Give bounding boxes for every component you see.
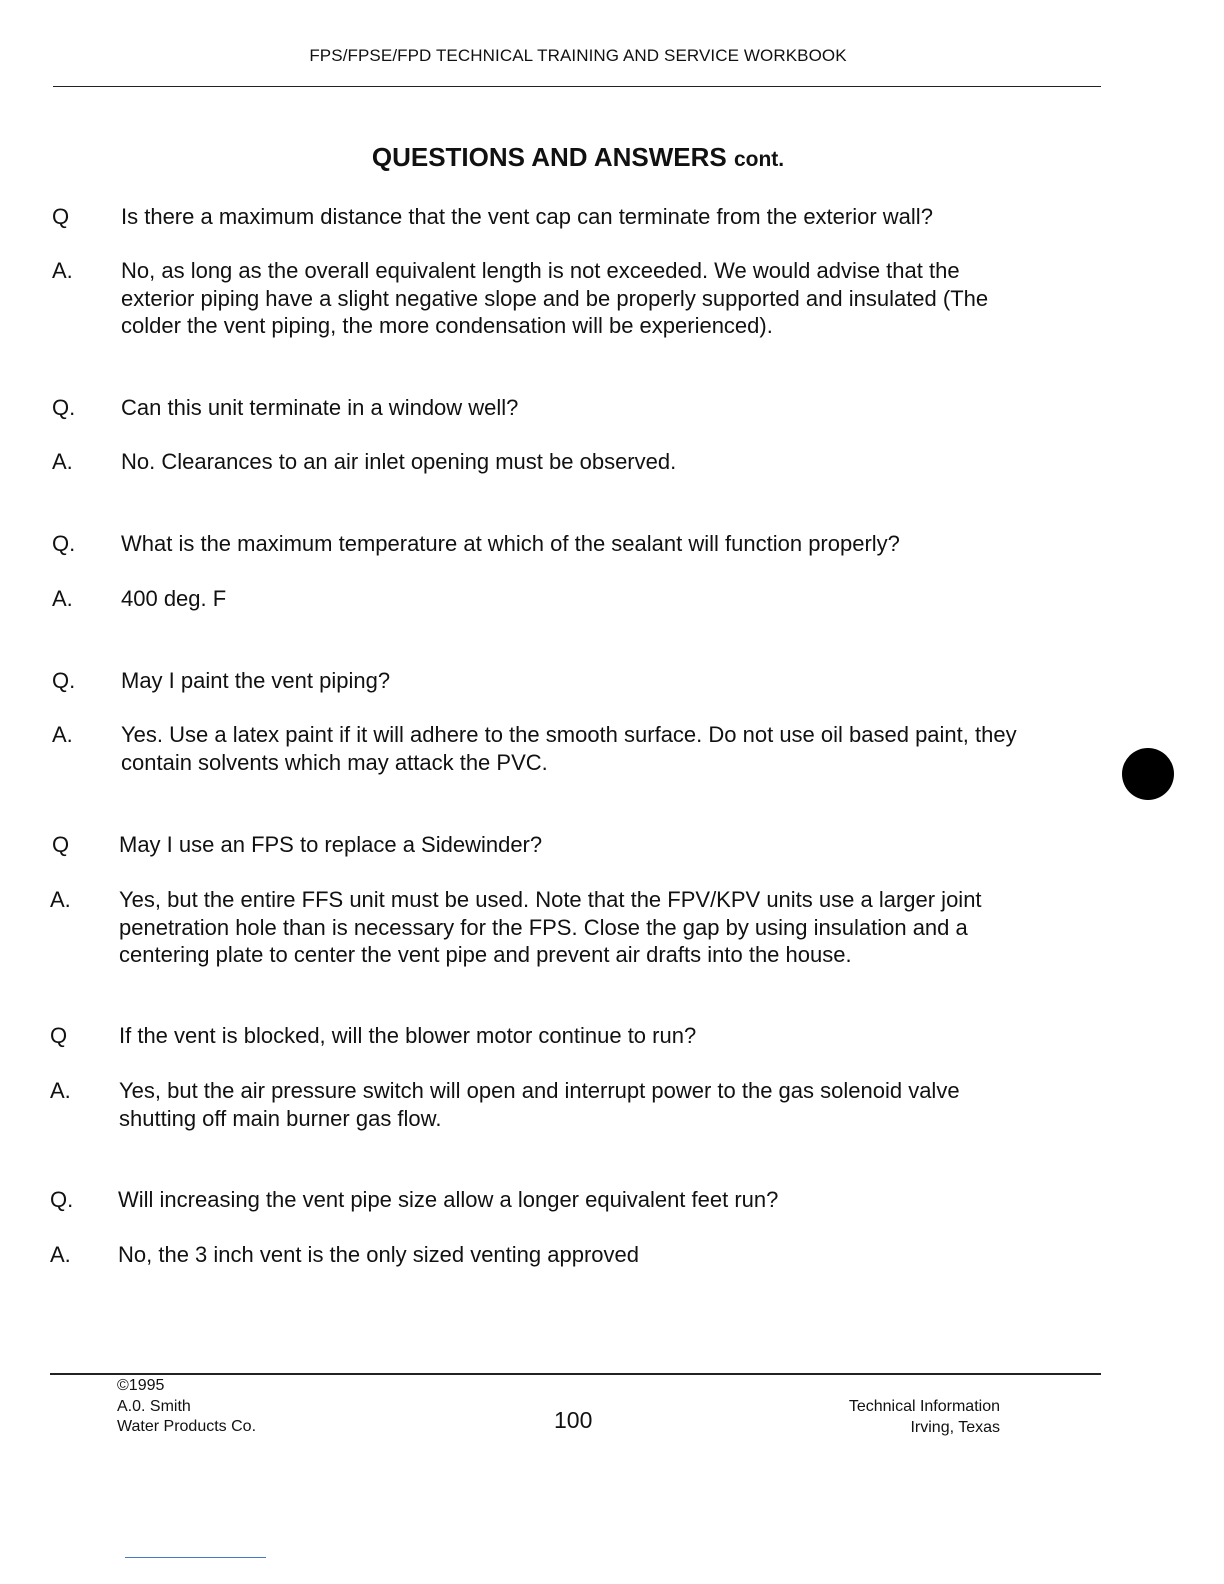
answer-line: shutting off main burner gas flow.	[119, 1105, 442, 1131]
answer-marker: A.	[52, 258, 73, 283]
answer-line: Yes, but the air pressure switch will open and interrupt power to the gas solenoid valve	[119, 1078, 960, 1103]
page-title	[0, 142, 1156, 173]
footer-rule	[50, 1373, 1101, 1375]
answer-text	[119, 1077, 1094, 1132]
answer-text	[118, 1241, 1093, 1269]
answer-line: Yes, but the entire FFS unit must be used. Note that the FPV/KPV units use a larger joint	[119, 887, 982, 912]
footer-info-block	[800, 1396, 1000, 1438]
question-marker: Q.	[50, 1187, 74, 1212]
answer-marker: A.	[50, 887, 71, 912]
answer-marker: A.	[52, 722, 73, 747]
question-text: May I use an FPS to replace a Sidewinder?	[119, 832, 543, 857]
answer-line: colder the vent piping, the more condensation will be experienced).	[121, 313, 773, 338]
question-marker: Q.	[52, 395, 76, 420]
answer-text	[121, 585, 1096, 613]
footer-company-name: A.0. Smith	[117, 1397, 191, 1415]
scan-artifact-line	[125, 1557, 266, 1558]
answer-marker: A.	[52, 586, 73, 611]
question-text: May I paint the vent piping?	[121, 668, 391, 693]
footer-company-block	[117, 1376, 256, 1438]
running-header: FPS/FPSE/FPD TECHNICAL TRAINING AND SERVICE WORKBOOK	[309, 46, 847, 65]
question-marker: Q	[52, 832, 70, 857]
punch-hole-mark	[1122, 748, 1174, 800]
answer-marker: A.	[50, 1078, 71, 1103]
answer-line: Yes. Use a latex paint if it will adhere to the smooth surface. Do not use oil based paint, they	[121, 722, 1017, 747]
answer-line: No, as long as the overall equivalent length is not exceeded. We would advise that the	[121, 258, 960, 283]
answer-line: centering plate to center the vent pipe and prevent air drafts into the house.	[119, 942, 852, 967]
answer-line: No, the 3 inch vent is the only sized venting approved	[118, 1242, 639, 1267]
question-text: Is there a maximum distance that the vent cap can terminate from the exterior wall?	[121, 204, 933, 229]
question-text: Can this unit terminate in a window well?	[121, 395, 519, 420]
answer-line: contain solvents which may attack the PVC.	[121, 749, 548, 775]
footer-company-division: Water Products Co.	[117, 1418, 257, 1435]
answer-text	[121, 448, 1096, 476]
page-title-suffix: cont.	[733, 148, 785, 171]
answer-text	[119, 886, 1094, 969]
question-marker: Q	[52, 204, 70, 229]
answer-line: exterior piping have a slight negative slope and be properly supported and insulated (The	[121, 285, 989, 311]
question-marker: Q	[50, 1023, 68, 1048]
question-text: Will increasing the vent pipe size allow a longer equivalent feet run?	[118, 1187, 779, 1212]
question-text: If the vent is blocked, will the blower motor continue to run?	[119, 1023, 697, 1048]
answer-text	[121, 257, 1096, 340]
answer-line: No. Clearances to an air inlet opening must be observed.	[121, 449, 677, 474]
answer-marker: A.	[50, 1242, 71, 1267]
footer-copyright: ©1995	[117, 1377, 165, 1394]
question-text: What is the maximum temperature at which of the sealant will function properly?	[121, 531, 900, 556]
page-number: 100	[554, 1407, 593, 1433]
answer-line: 400 deg. F	[121, 586, 227, 611]
question-marker: Q.	[52, 668, 76, 693]
page-title-main: QUESTIONS AND ANSWERS	[371, 142, 727, 172]
header-rule	[53, 86, 1101, 87]
answer-text	[121, 721, 1096, 776]
answer-marker: A.	[52, 449, 73, 474]
footer-info-location: Irving, Texas	[910, 1419, 1000, 1436]
question-marker: Q.	[52, 531, 76, 556]
answer-line: penetration hole than is necessary for the FPS. Close the gap by using insulation and a	[119, 914, 968, 940]
footer-info-title: Technical Information	[848, 1398, 1000, 1415]
